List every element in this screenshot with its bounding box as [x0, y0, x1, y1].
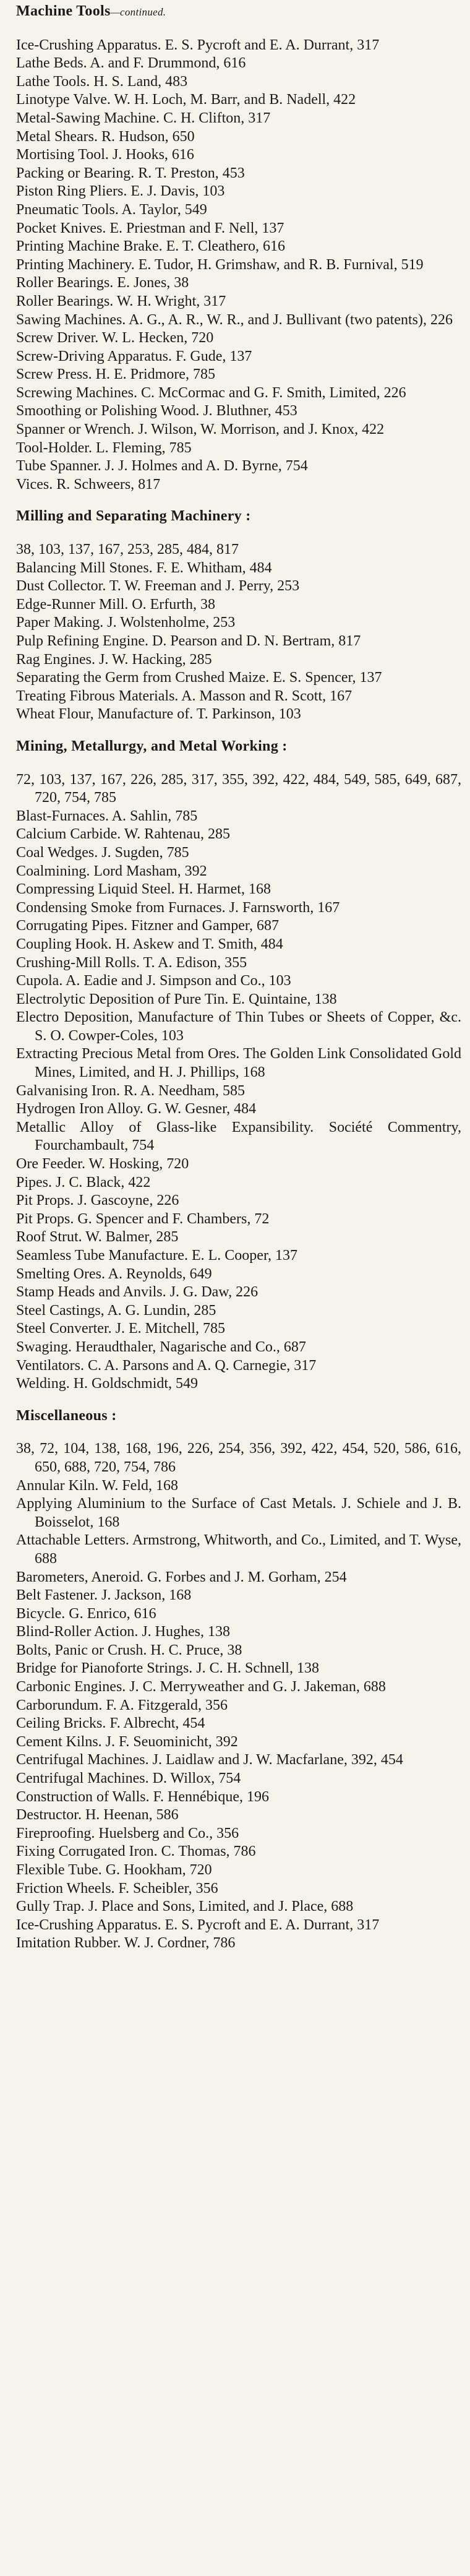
index-entry: Bridge for Pianoforte Strings. J. C. H. Schnell, 138	[16, 1660, 319, 1677]
index-entry: Smoothing or Polishing Wood. J. Bluthner, 453	[16, 403, 297, 420]
index-entry: Pocket Knives. E. Priestman and F. Nell, 137	[16, 220, 284, 236]
index-entry: Roller Bearings. W. H. Wright, 317	[16, 293, 226, 309]
index-entry: Fireproofing. Huelsberg and Co., 356	[16, 1825, 239, 1842]
section-milling	[9, 507, 461, 724]
index-entry: Screw-Driving Apparatus. F. Gude, 137	[16, 348, 252, 364]
index-entry: Friction Wheels. F. Scheibler, 356	[16, 1880, 218, 1897]
index-entry: Centrifugal Machines. J. Laidlaw and J. W. Macfarlane, 392, 454	[16, 1752, 403, 1768]
index-entry: Wheat Flour, Manufacture of. T. Parkinson, 103	[16, 706, 301, 723]
index-entry: Condensing Smoke from Furnaces. J. Farnsworth, 167	[16, 899, 340, 916]
index-entry: Annular Kiln. W. Feld, 168	[16, 1477, 178, 1494]
index-entry: Bolts, Panic or Crush. H. C. Pruce, 38	[16, 1642, 242, 1658]
index-entry: Lathe Tools. H. S. Land, 483	[16, 73, 188, 90]
index-entry: Belt Fastener. J. Jackson, 168	[16, 1587, 192, 1604]
section-heading: Miscellaneous :	[16, 1407, 117, 1424]
page-numbers: 38, 103, 137, 167, 253, 285, 484, 817	[16, 541, 239, 558]
index-entry: Attachable Letters. Armstrong, Whitworth, and Co., Limited, and T. Wyse, 688	[16, 1532, 461, 1567]
index-entry: Spanner or Wrench. J. Wilson, W. Morrison, and J. Knox, 422	[16, 421, 385, 438]
index-entry: Galvanising Iron. R. A. Needham, 585	[16, 1082, 245, 1099]
index-entry: Coupling Hook. H. Askew and T. Smith, 484	[16, 936, 283, 952]
index-entry: Steel Castings, A. G. Lundin, 285	[16, 1302, 216, 1319]
section-heading: Milling and Separating Machinery :	[16, 508, 251, 525]
index-entry: Coalmining. Lord Masham, 392	[16, 863, 207, 879]
index-entry: Gully Trap. J. Place and Sons, Limited, and J. Place, 688	[16, 1898, 354, 1915]
index-entry: Ceiling Bricks. F. Albrecht, 454	[16, 1715, 205, 1732]
index-entry: Metal-Sawing Machine. C. H. Clifton, 317	[16, 110, 271, 126]
index-entry: Hydrogen Iron Alloy. G. W. Gesner, 484	[16, 1101, 257, 1118]
index-entry: Linotype Valve. W. H. Loch, M. Barr, and B. Nadell, 422	[16, 92, 356, 108]
index-entry: Electrolytic Deposition of Pure Tin. E. Quintaine, 138	[16, 991, 337, 1007]
index-entry: Centrifugal Machines. D. Willox, 754	[16, 1770, 241, 1787]
index-entry: Extracting Precious Metal from Ores. The Golden Link Consolidated Gold Mines, Limited, and H. J. Phillips, 168	[16, 1046, 461, 1081]
index-entry: Barometers, Aneroid. G. Forbes and J. M. Gorham, 254	[16, 1569, 347, 1585]
index-entry: Treating Fibrous Materials. A. Masson and R. Scott, 167	[16, 687, 352, 704]
entry-list	[9, 37, 461, 494]
index-entry: Ice-Crushing Apparatus. E. S. Pycroft and E. A. Durrant, 317	[16, 37, 380, 53]
index-entry: Pneumatic Tools. A. Taylor, 549	[16, 201, 207, 218]
index-entry: Pit Props. G. Spencer and F. Chambers, 72	[16, 1210, 270, 1227]
index-entry: Fixing Corrugated Iron. C. Thomas, 786	[16, 1843, 256, 1860]
index-entry: Construction of Walls. F. Hennébique, 196	[16, 1788, 269, 1805]
index-entry: Ice-Crushing Apparatus. E. S. Pycroft and E. A. Durrant, 317	[16, 1916, 380, 1933]
index-entry: Roof Strut. W. Balmer, 285	[16, 1229, 179, 1246]
entry-list	[9, 808, 461, 1394]
index-entry: Tool-Holder. L. Fleming, 785	[16, 439, 192, 456]
index-entry: Steel Converter. J. E. Mitchell, 785	[16, 1320, 225, 1337]
index-entry: Roller Bearings. E. Jones, 38	[16, 275, 189, 291]
index-entry: Crushing-Mill Rolls. T. A. Edison, 355	[16, 954, 247, 971]
index-entry: Edge-Runner Mill. O. Erfurth, 38	[16, 596, 215, 613]
index-entry: Coal Wedges. J. Sugden, 785	[16, 844, 189, 861]
section-heading: Mining, Metallurgy, and Metal Working :	[16, 738, 288, 754]
page-numbers: 72, 103, 137, 167, 226, 285, 317, 355, 392, 422, 484, 549, 585, 649, 687, 720, 754, 785	[16, 771, 461, 806]
index-entry: Bicycle. G. Enrico, 616	[16, 1605, 156, 1622]
index-entry: Ventilators. C. A. Parsons and A. Q. Carnegie, 317	[16, 1357, 317, 1374]
continued-label: —continued.	[110, 6, 166, 18]
index-entry: Printing Machinery. E. Tudor, H. Grimshaw, and R. B. Furnival, 519	[16, 256, 424, 273]
index-entry: Smelting Ores. A. Reynolds, 649	[16, 1265, 212, 1282]
index-entry: Balancing Mill Stones. F. E. Whitham, 484	[16, 559, 272, 576]
index-entry: Screw Driver. W. L. Hecken, 720	[16, 330, 214, 347]
index-entry: Corrugating Pipes. Fitzner and Gamper, 687	[16, 918, 279, 934]
index-entry: Dust Collector. T. W. Freeman and J. Perry, 253	[16, 578, 300, 595]
index-entry: Pipes. J. C. Black, 422	[16, 1174, 151, 1191]
index-entry: Carbonic Engines. J. C. Merryweather and G. J. Jakeman, 688	[16, 1679, 386, 1695]
index-entry: Pulp Refining Engine. D. Pearson and D. N. Bertram, 817	[16, 633, 361, 649]
index-entry: Metal Shears. R. Hudson, 650	[16, 128, 195, 145]
index-entry: Printing Machine Brake. E. T. Cleathero, 616	[16, 238, 286, 255]
index-entry: Piston Ring Pliers. E. J. Davis, 103	[16, 183, 225, 200]
index-entry: Metallic Alloy of Glass-like Expansibility. Société Commentry, Fourchambault, 754	[16, 1119, 461, 1154]
index-entry: Carborundum. F. A. Fitzgerald, 356	[16, 1697, 228, 1713]
index-entry: Stamp Heads and Anvils. J. G. Daw, 226	[16, 1284, 258, 1301]
index-entry: Blast-Furnaces. A. Sahlin, 785	[16, 808, 198, 824]
index-entry: Compressing Liquid Steel. H. Harmet, 168	[16, 881, 271, 898]
index-entry: Electro Deposition, Manufacture of Thin Tubes or Sheets of Copper, &c. S. O. Cowper-Coles, 103	[16, 1009, 461, 1044]
index-entry: Cement Kilns. J. F. Seuominicht, 392	[16, 1733, 238, 1750]
index-entry: Ore Feeder. W. Hosking, 720	[16, 1156, 189, 1173]
index-entry: Lathe Beds. A. and F. Drummond, 616	[16, 55, 246, 72]
index-entry: Imitation Rubber. W. J. Cordner, 786	[16, 1935, 236, 1952]
section-heading: Machine Tools—continued.	[16, 3, 166, 19]
index-entry: Separating the Germ from Crushed Maize. E. S. Spencer, 137	[16, 670, 382, 686]
index-entry: Rag Engines. J. W. Hacking, 285	[16, 651, 212, 668]
index-entry: Welding. H. Goldschmidt, 549	[16, 1376, 199, 1392]
section-miscellaneous	[9, 1407, 461, 1953]
index-entry: Flexible Tube. G. Hookham, 720	[16, 1862, 212, 1878]
section-machine-tools	[9, 2, 461, 494]
index-entry: Pit Props. J. Gascoyne, 226	[16, 1192, 179, 1209]
section-mining	[9, 738, 461, 1394]
index-entry: Blind-Roller Action. J. Hughes, 138	[16, 1624, 230, 1640]
index-entry: Calcium Carbide. W. Rahtenau, 285	[16, 826, 230, 843]
entry-list	[9, 1477, 461, 1953]
index-entry: Destructor. H. Heenan, 586	[16, 1807, 179, 1824]
index-entry: Vices. R. Schweers, 817	[16, 476, 161, 493]
index-entry: Screw Press. H. E. Pridmore, 785	[16, 366, 215, 383]
index-entry: Tube Spanner. J. J. Holmes and A. D. Byrne, 754	[16, 458, 308, 475]
index-entry: Swaging. Heraudthaler, Nagarische and Co., 687	[16, 1338, 306, 1355]
entry-list	[9, 559, 461, 724]
index-entry: Packing or Bearing. R. T. Preston, 453	[16, 165, 245, 181]
index-entry: Sawing Machines. A. G., A. R., W. R., and J. Bullivant (two patents), 226	[16, 311, 453, 328]
page-numbers: 38, 72, 104, 138, 168, 196, 226, 254, 356, 392, 422, 454, 520, 586, 616, 650, 688, 720, 754, 786	[16, 1441, 461, 1475]
index-entry: Paper Making. J. Wolstenholme, 253	[16, 614, 236, 631]
index-entry: Mortising Tool. J. Hooks, 616	[16, 147, 194, 163]
index-entry: Screwing Machines. C. McCormac and G. F. Smith, Limited, 226	[16, 384, 406, 401]
index-entry: Applying Aluminium to the Surface of Cast Metals. J. Schiele and J. B. Boisselot, 168	[16, 1496, 461, 1530]
index-entry: Cupola. A. Eadie and J. Simpson and Co., 103	[16, 973, 291, 989]
index-entry: Seamless Tube Manufacture. E. L. Cooper, 137	[16, 1247, 297, 1264]
